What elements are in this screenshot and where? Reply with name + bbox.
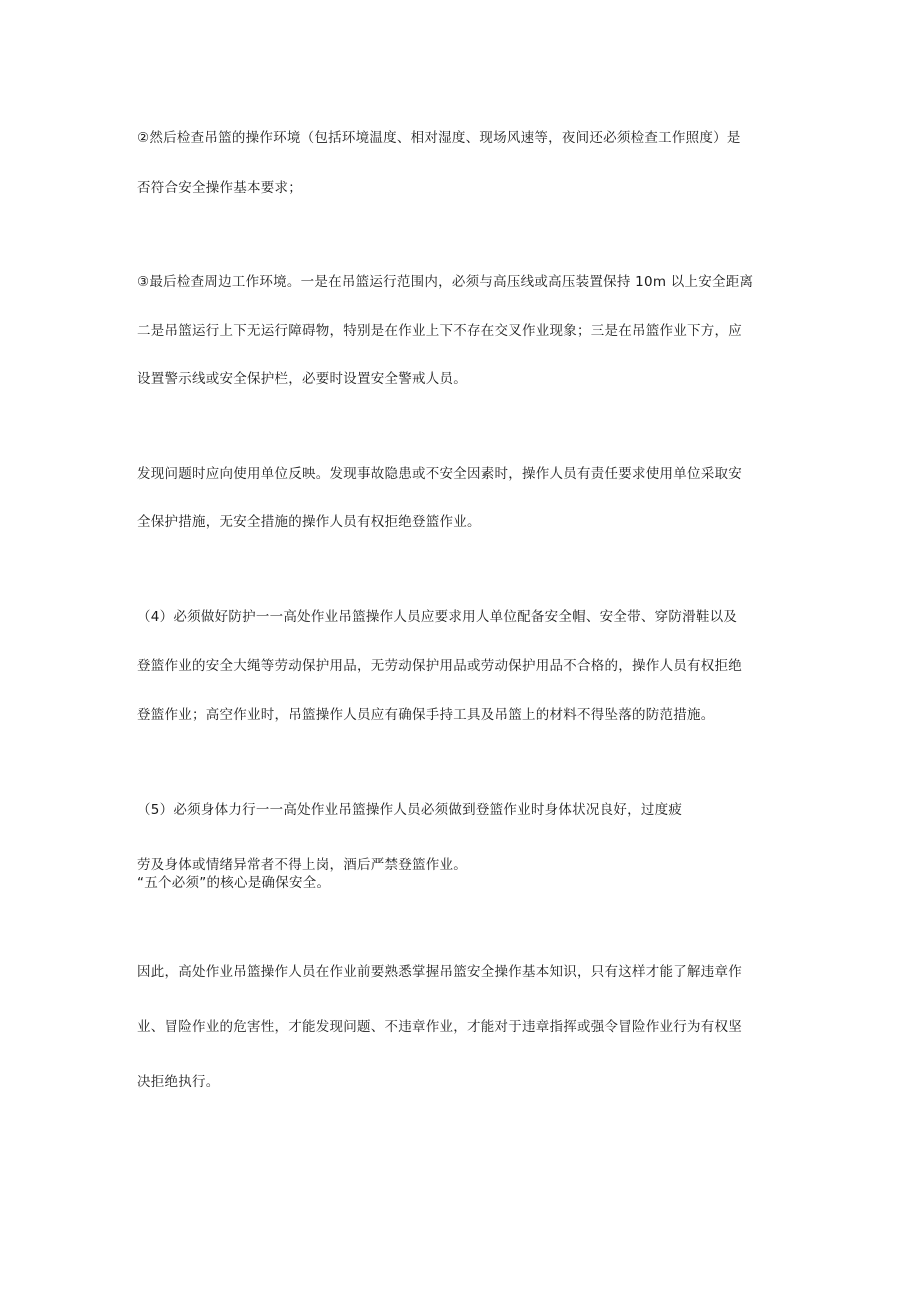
text-line: 发现问题时应向使用单位反映。发现事故隐患或不安全因素时，操作人员有责任要求使用单位采取安 xyxy=(137,466,742,482)
text-line: ③最后检查周边工作环境。一是在吊篮运行范围内，必须与高压线或高压装置保持 10m 以上安全距离 xyxy=(137,274,754,290)
text-line: 劳及身体或情绪异常者不得上岗，酒后严禁登篮作业。 xyxy=(137,857,467,873)
text-line: ②然后检查吊篮的操作环境（包括环境温度、相对湿度、现场风速等，夜间还必须检查工作照度）是 xyxy=(137,130,741,146)
text-line: 设置警示线或安全保护栏，必要时设置安全警戒人员。 xyxy=(137,371,467,387)
text-line: 二是吊篮运行上下无运行障碍物，特别是在作业上下不存在交叉作业现象；三是在吊篮作业下方，应 xyxy=(137,323,742,339)
text-line: 因此，高处作业吊篮操作人员在作业前要熟悉掌握吊篮安全操作基本知识，只有这样才能了解违章作 xyxy=(137,964,742,980)
text-line: （4）必须做好防护一一高处作业吊篮操作人员应要求用人单位配备安全帽、安全带、穿防滑鞋以及 xyxy=(137,609,738,625)
text-line: 决拒绝执行。 xyxy=(137,1074,220,1090)
text-line: 否符合安全操作基本要求； xyxy=(137,180,302,196)
text-line: 业、冒险作业的危害性，才能发现问题、不违章作业，才能对于违章指挥或强令冒险作业行为有权坚 xyxy=(137,1019,742,1035)
text-line: 全保护措施，无安全措施的操作人员有权拒绝登篮作业。 xyxy=(137,514,481,530)
text-line: （5）必须身体力行一一高处作业吊篮操作人员必须做到登篮作业时身体状况良好，过度疲 xyxy=(137,802,683,818)
text-line: 登篮作业的安全大绳等劳动保护用品，无劳动保护用品或劳动保护用品不合格的，操作人员有权拒绝 xyxy=(137,658,742,674)
text-line: 登篮作业；高空作业时，吊篮操作人员应有确保手持工具及吊篮上的材料不得坠落的防范措施。 xyxy=(137,707,715,723)
text-line: “五个必须”的核心是确保安全。 xyxy=(137,875,331,891)
